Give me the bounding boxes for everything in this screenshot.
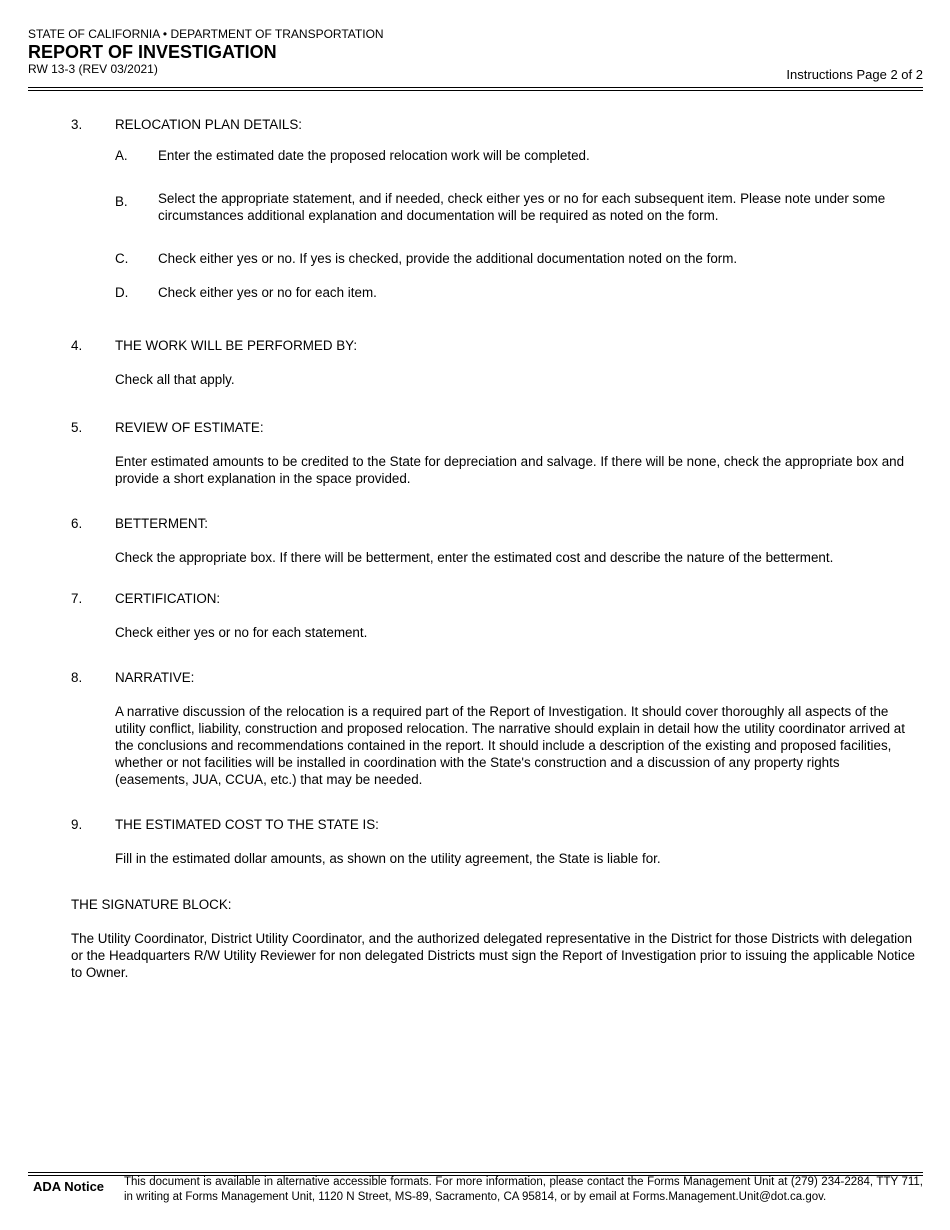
section-number: 7. <box>71 591 83 606</box>
sub-item-text: Select the appropriate statement, and if needed, check either yes or no for each subsequent item. Please note under some circumstances additional explanation and documentation will be required as noted on the form. <box>158 191 886 223</box>
section-heading: THE ESTIMATED COST TO THE STATE IS: <box>115 817 379 832</box>
section-heading: BETTERMENT: <box>115 516 208 531</box>
instructions-content <box>71 116 916 981</box>
section-number: 4. <box>71 338 83 353</box>
section-heading: CERTIFICATION: <box>115 591 221 606</box>
sub-item-text: Enter the estimated date the proposed relocation work will be completed. <box>158 148 590 163</box>
ada-notice-footer <box>28 1173 923 1205</box>
section-text: Check all that apply. <box>115 372 235 387</box>
sub-item-letter: C. <box>115 251 129 266</box>
sub-item-letter: A. <box>115 148 128 163</box>
sub-item-c <box>115 250 916 267</box>
section-4 <box>71 337 916 388</box>
section-text: Check the appropriate box. If there will be betterment, enter the estimated cost and describe the nature of the betterment. <box>115 550 834 565</box>
form-number: RW 13-3 (REV 03/2021) <box>28 62 158 76</box>
section-text: Enter estimated amounts to be credited to the State for depreciation and salvage. If there will be none, check the appropriate box and provide a short explanation in the space provided. <box>115 454 905 486</box>
sub-item-d <box>115 284 916 301</box>
signature-text: The Utility Coordinator, District Utility Coordinator, and the authorized delegated representative in the District for those Districts with delegation or the Headquarters R/W Utility Reviewer for non delegated Districts must sign the Report of Investigation prior to issuing the applicable Notice to Owner. <box>71 931 916 980</box>
form-title: REPORT OF INVESTIGATION <box>28 42 277 62</box>
page-header <box>28 27 923 82</box>
sub-item-a <box>115 147 916 164</box>
header-divider <box>28 87 923 91</box>
section-heading: THE WORK WILL BE PERFORMED BY: <box>115 338 358 353</box>
section-text: A narrative discussion of the relocation is a required part of the Report of Investigation. It should cover thoroughly all aspects of the utility conflict, liability, construction and proposed relocation. The narrative should explain in detail how the utility coordinator arrived at the conclusions and recommendations contained in the report. It should include a description of the existing and proposed facilities, whether or not facilities will be installed in coordination with the State's construction and a discussion of any property rights (easements, JUA, CCUA, etc.) that may be needed. <box>115 704 905 787</box>
signature-block <box>71 896 916 981</box>
agency-line: STATE OF CALIFORNIA • DEPARTMENT OF TRANSPORTATION <box>28 27 384 41</box>
section-5 <box>71 419 916 487</box>
section-8 <box>71 669 916 788</box>
section-number: 5. <box>71 420 83 435</box>
sub-item-text: Check either yes or no. If yes is checked, provide the additional documentation noted on the form. <box>158 251 738 266</box>
section-heading: NARRATIVE: <box>115 670 195 685</box>
section-number: 9. <box>71 817 83 832</box>
section-9 <box>71 816 916 867</box>
page-label: Instructions Page 2 of 2 <box>786 67 923 82</box>
section-number: 3. <box>71 117 83 132</box>
section-number: 6. <box>71 516 83 531</box>
section-text: Fill in the estimated dollar amounts, as shown on the utility agreement, the State is liable for. <box>115 851 661 866</box>
section-heading: RELOCATION PLAN DETAILS: <box>115 117 303 132</box>
header-row <box>28 62 923 82</box>
ada-notice-label: ADA Notice <box>33 1179 105 1194</box>
section-number: 8. <box>71 670 83 685</box>
section-heading: REVIEW OF ESTIMATE: <box>115 420 264 435</box>
sub-item-letter: B. <box>115 194 128 209</box>
section-3 <box>71 116 916 301</box>
sub-item-letter: D. <box>115 285 129 300</box>
ada-notice-text: This document is available in alternative accessible formats. For more information, please contact the Forms Management Unit at (279) 234-2284, TTY 711, in writing at Forms Management Unit, 1120 N Street, MS-89, Sacramento, CA 95814, or by email at Forms.Management.Unit@dot.ca.gov. <box>124 1176 923 1203</box>
section-6 <box>71 515 916 566</box>
section-7 <box>71 590 916 641</box>
sub-item-text: Check either yes or no for each item. <box>158 285 377 300</box>
section-text: Check either yes or no for each statement. <box>115 625 368 640</box>
signature-heading: THE SIGNATURE BLOCK: <box>71 897 232 912</box>
sub-item-b <box>115 190 916 224</box>
